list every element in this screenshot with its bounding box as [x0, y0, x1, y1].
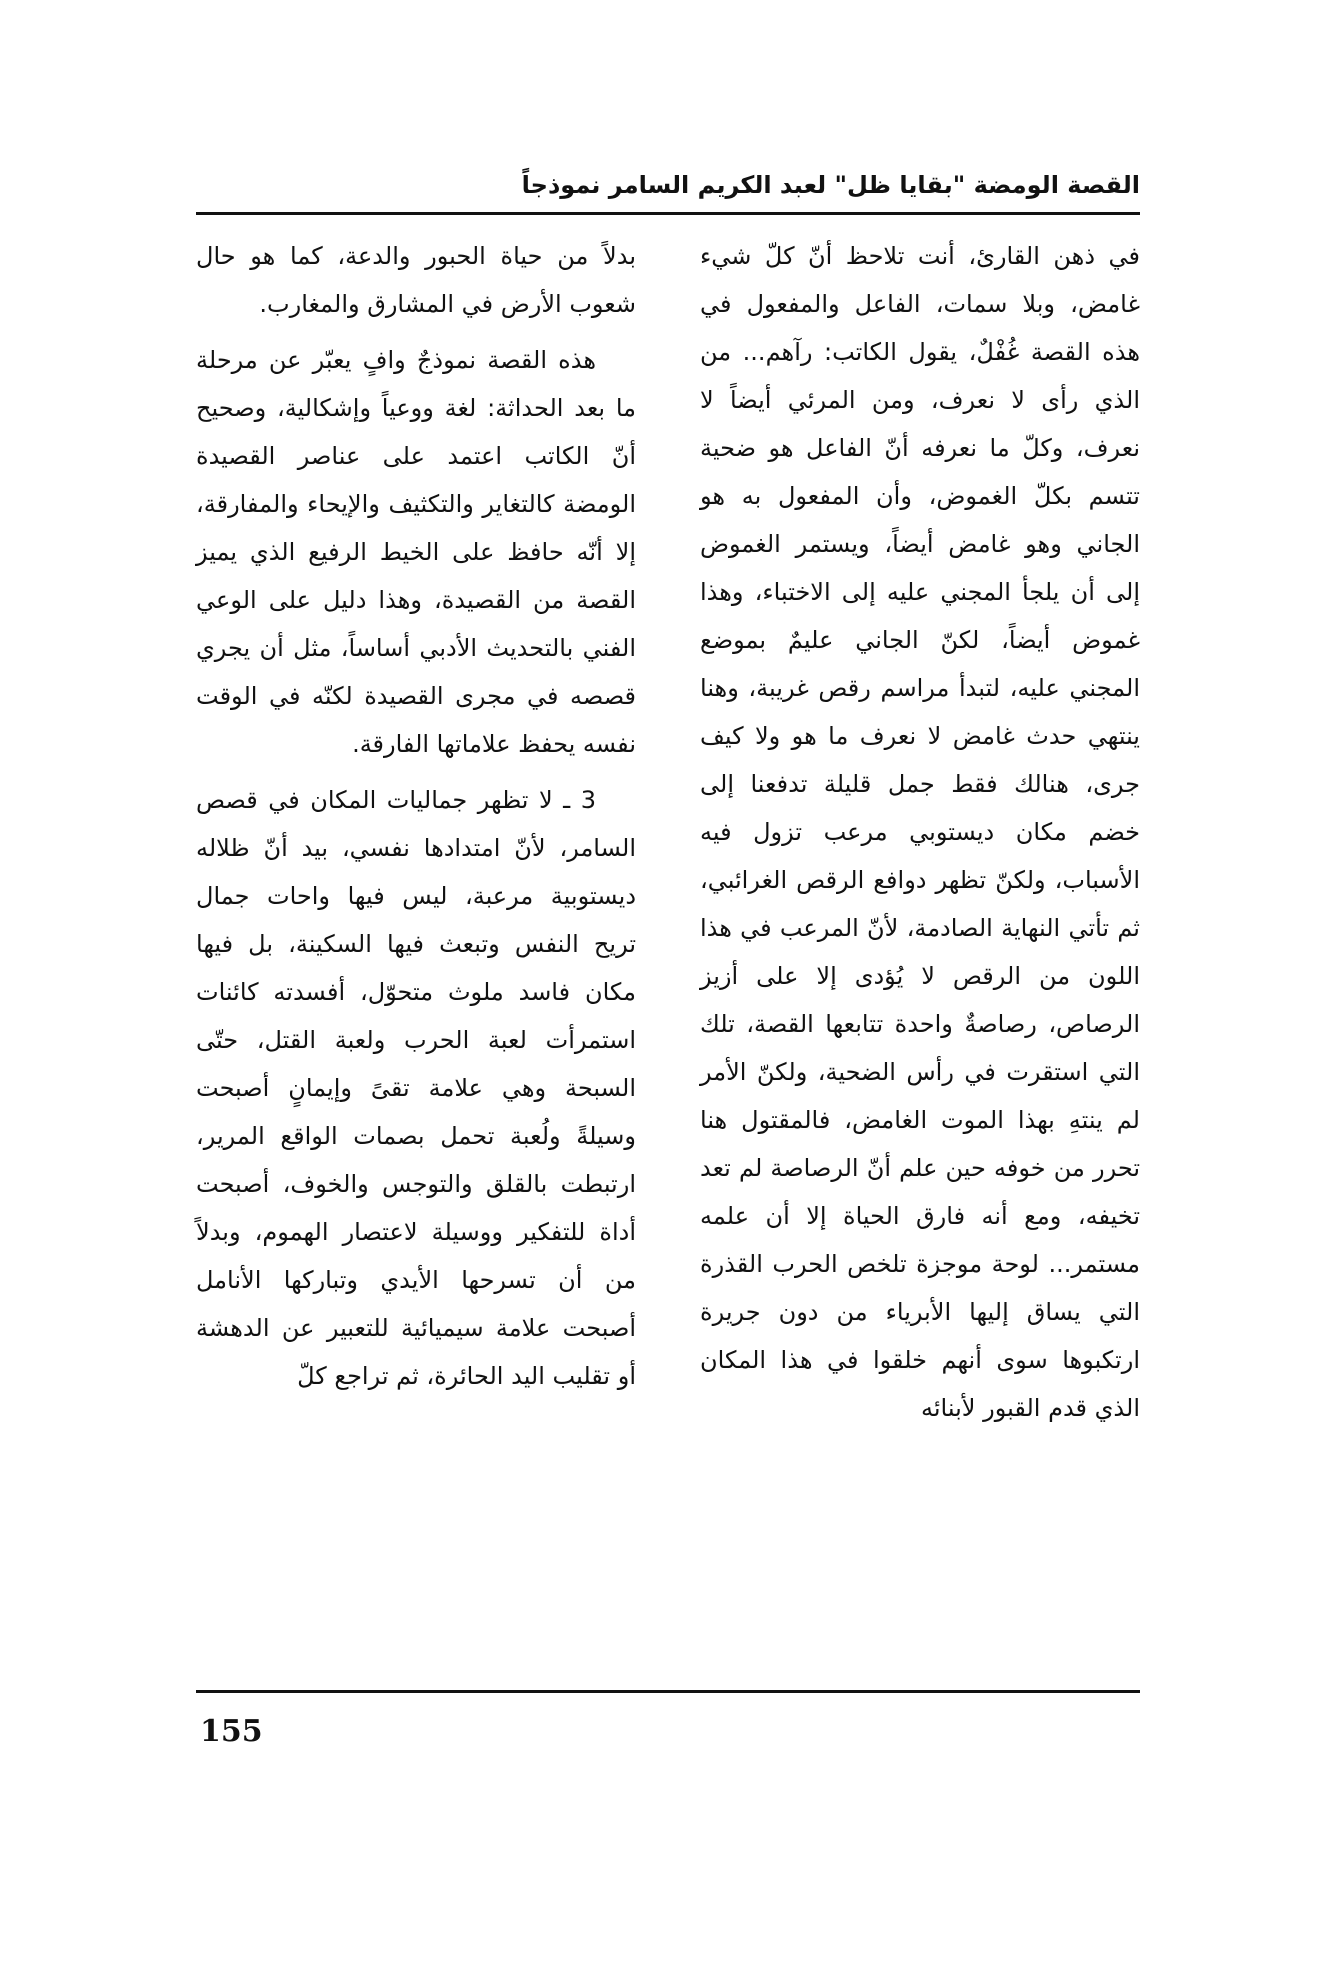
page-number: 155 [200, 1714, 263, 1749]
paragraph: في ذهن القارئ، أنت تلاحظ أنّ كلّ شيء غامض، وبلا سمات، الفاعل والمفعول في هذه القصة غُفْلٌ، يقول الكاتب: رآهم... من الذي رأى لا نعرف، ومن المرئي أيضاً لا نعرف، وكلّ ما نعرفه أنّ الفاعل هو ضحية تتسم بكلّ الغموض، وأن المفعول به هو الجاني وهو غامض أيضاً، ويستمر الغموض إلى أن يلجأ المجني عليه إلى الاختباء، وهذا غموض أيضاً، لكنّ الجاني عليمٌ بموضع المجني عليه، لتبدأ مراسم رقص غريبة، وهنا ينتهي حدث غامض لا نعرف ما هو ولا كيف جرى، هنالك فقط جمل قليلة تدفعنا إلى خضم مكان ديستوبي مرعب تزول فيه الأسباب، ولكنّ تظهر دوافع الرقص الغرائبي، ثم تأتي النهاية الصادمة، لأنّ المرعب في هذا اللون من الرقص لا يُؤدى إلا على أزيز الرصاص، رصاصةٌ واحدة تتابعها القصة، تلك التي استقرت في رأس الضحية، ولكنّ الأمر لم ينتهِ بهذا الموت الغامض، فالمقتول هنا تحرر من خوفه حين علم أنّ الرصاصة لم تعد تخيفه، ومع أنه فارق الحياة إلا أن علمه مستمر... لوحة موجزة تلخص الحرب القذرة التي يساق إليها الأبرياء من دون جريرة ارتكبوها سوى أنهم خلقوا في هذا المكان الذي قدم القبور لأبنائه [700, 242, 1140, 1422]
text-column-left [196, 232, 636, 1400]
paragraph: 3 ـ لا تظهر جماليات المكان في قصص السامر، لأنّ امتدادها نفسي، بيد أنّ ظلاله ديستوبية مرعبة، ليس فيها واحات جمال تريح النفس وتبعث فيها السكينة، بل فيها مكان فاسد ملوث متحوّل، أفسدته كائنات استمرأت لعبة الحرب ولعبة القتل، حتّى السبحة وهي علامة تقىً وإيمانٍ أصبحت وسيلةً ولُعبة تحمل بصمات الواقع المرير، ارتبطت بالقلق والتوجس والخوف، أصبحت أداة للتفكير ووسيلة لاعتصار الهموم، وبدلاً من أن تسرحها الأيدي وتباركها الأنامل أصبحت علامة سيميائية للتعبير عن الدهشة أو تقليب اليد الحائرة، ثم تراجع كلّ [196, 786, 636, 1390]
paragraph: هذه القصة نموذجٌ وافٍ يعبّر عن مرحلة ما بعد الحداثة: لغة ووعياً وإشكالية، وصحيح أنّ الكاتب اعتمد على عناصر القصيدة الومضة كالتغاير والتكثيف والإيحاء والمفارقة، إلا أنّه حافظ على الخيط الرفيع الذي يميز القصة من القصيدة، وهذا دليل على الوعي الفني بالتحديث الأدبي أساساً، مثل أن يجري قصصه في مجرى القصيدة لكنّه في الوقت نفسه يحفظ علاماتها الفارقة. [196, 346, 636, 758]
running-header-title: القصة الومضة "بقايا ظل" لعبد الكريم السامر نموذجاً [521, 171, 1140, 199]
footer-rule [196, 1690, 1140, 1693]
text-column-right [700, 232, 1140, 1432]
paragraph: بدلاً من حياة الحبور والدعة، كما هو حال شعوب الأرض في المشارق والمغارب. [196, 242, 636, 318]
header-rule [196, 212, 1140, 215]
